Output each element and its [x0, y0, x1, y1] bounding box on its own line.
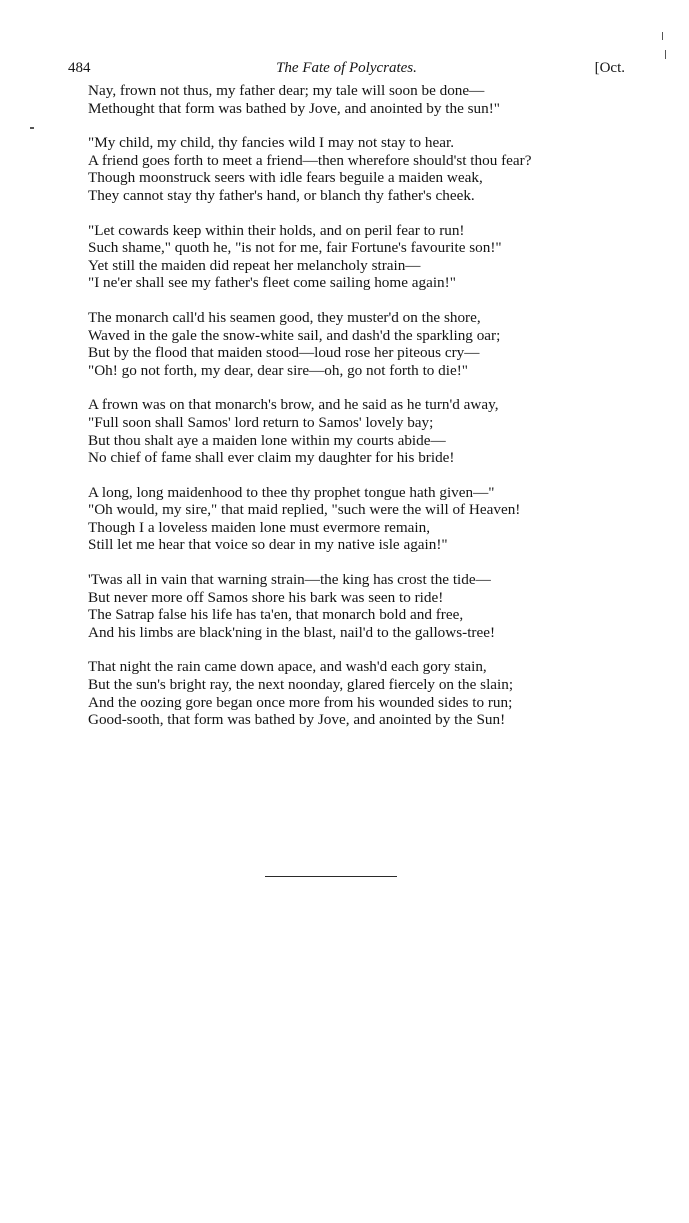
poem-line: Methought that form was bathed by Jove, and anointed by the sun!"	[88, 99, 500, 117]
poem	[88, 82, 633, 746]
month-mark: [Oct.	[594, 60, 625, 76]
poem-line: And the oozing gore began once more from his wounded sides to run;	[88, 693, 513, 711]
stanza-8	[88, 658, 633, 728]
stanza-5	[88, 396, 633, 466]
poem-line: "My child, my child, thy fancies wild I may not stay to hear.	[88, 134, 454, 152]
stanza-7	[88, 571, 633, 641]
scan-speck	[30, 127, 34, 129]
poem-line: And his limbs are black'ning in the blast, nail'd to the gallows-tree!	[88, 623, 496, 641]
poem-line: A long, long maidenhood to thee thy prophet tongue hath given—"	[88, 483, 495, 501]
poem-line: Good-sooth, that form was bathed by Jove, and anointed by the Sun!	[88, 711, 506, 729]
poem-line: "Full soon shall Samos' lord return to Samos' lovely bay;	[88, 413, 434, 431]
stanza-3	[88, 222, 633, 292]
poem-line: Such shame," quoth he, "is not for me, fair Fortune's favourite son!"	[88, 239, 502, 257]
stanza-6	[88, 484, 633, 554]
poem-line: A frown was on that monarch's brow, and he said as he turn'd away,	[88, 396, 499, 414]
poem-line: But by the flood that maiden stood—loud rose her piteous cry—	[88, 344, 480, 362]
poem-line: Still let me hear that voice so dear in my native isle again!"	[88, 536, 448, 554]
poem-line: That night the rain came down apace, and wash'd each gory stain,	[88, 658, 487, 676]
stanza-2	[88, 134, 633, 204]
poem-line: "Oh! go not forth, my dear, dear sire—oh, go not forth to die!"	[88, 361, 468, 379]
scan-speck	[665, 50, 666, 59]
poem-line: No chief of fame shall ever claim my daughter for his bride!	[88, 449, 455, 467]
poem-line: 'Twas all in vain that warning strain—the king has crost the tide—	[88, 571, 491, 589]
poem-line: Yet still the maiden did repeat her melancholy strain—	[88, 256, 421, 274]
poem-line: But the sun's bright ray, the next noonday, glared fiercely on the slain;	[88, 676, 514, 694]
poem-line: "Let cowards keep within their holds, and on peril fear to run!	[88, 221, 465, 239]
poem-line: Waved in the gale the snow-white sail, and dash'd the sparkling oar;	[88, 326, 501, 344]
poem-line: Though I a loveless maiden lone must evermore remain,	[88, 518, 431, 536]
poem-line: Though moonstruck seers with idle fears beguile a maiden weak,	[88, 169, 483, 187]
running-title: The Fate of Polycrates.	[276, 60, 417, 76]
end-rule	[265, 876, 397, 877]
poem-line: But thou shalt aye a maiden lone within my courts abide—	[88, 431, 446, 449]
poem-line: A friend goes forth to meet a friend—then wherefore should'st thou fear?	[88, 151, 532, 169]
poem-line: They cannot stay thy father's hand, or blanch thy father's cheek.	[88, 186, 475, 204]
poem-line: Nay, frown not thus, my father dear; my tale will soon be done—	[88, 82, 485, 99]
stanza-1	[88, 82, 633, 117]
page-number: 484	[68, 60, 91, 76]
poem-line: "I ne'er shall see my father's fleet come sailing home again!"	[88, 274, 456, 292]
poem-line: "Oh would, my sire," that maid replied, "such were the will of Heaven!	[88, 501, 521, 519]
poem-line: But never more off Samos shore his bark was seen to ride!	[88, 588, 444, 606]
page-header	[68, 60, 625, 84]
poem-line: The Satrap false his life has ta'en, that monarch bold and free,	[88, 606, 464, 624]
scan-speck	[662, 32, 663, 40]
stanza-4	[88, 309, 633, 379]
poem-line: The monarch call'd his seamen good, they muster'd on the shore,	[88, 308, 481, 326]
